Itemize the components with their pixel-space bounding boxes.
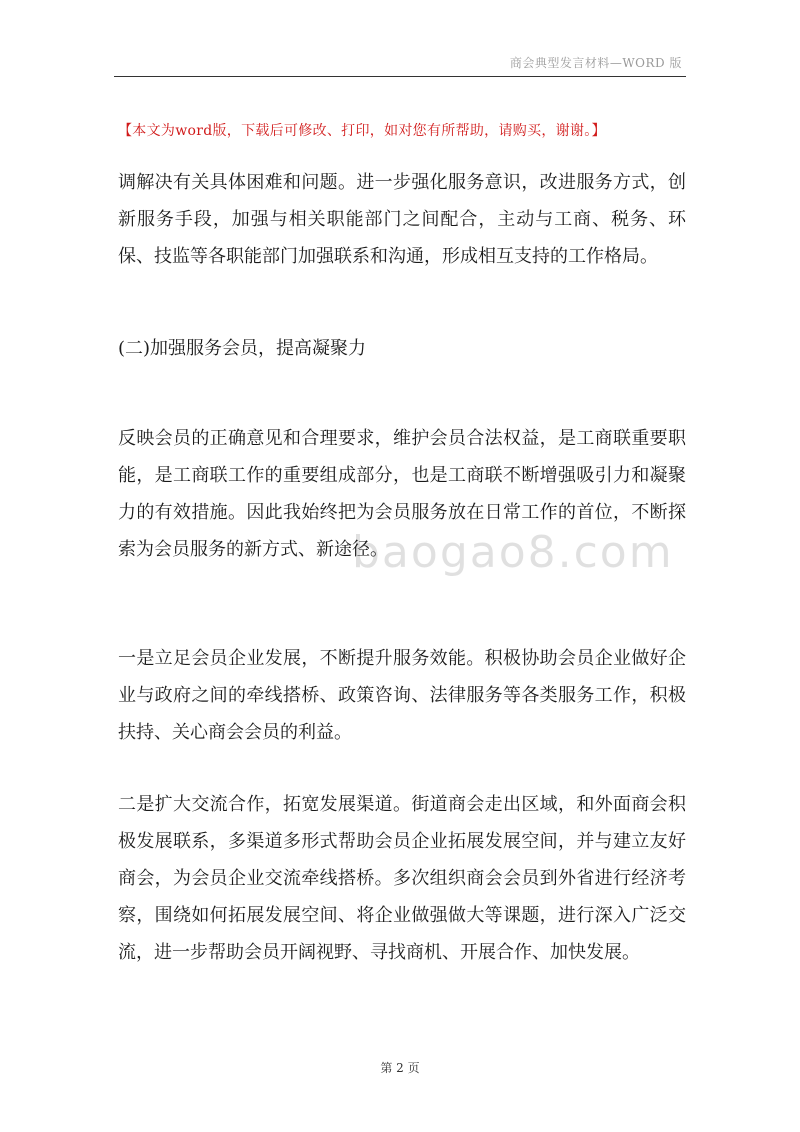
running-header: 商会典型发言材料—WORD 版 — [509, 56, 682, 70]
page-number: 第 2 页 — [380, 1061, 420, 1075]
section-heading: (二)加强服务会员，提高凝聚力 — [118, 338, 367, 359]
watermark: baogao8.com — [352, 527, 674, 578]
paragraph-2: 反映会员的正确意见和合理要求，维护会员合法权益，是工商联重要职能，是工商联工作的重要组成部分，也是工商联不断增强吸引力和凝聚力的有效措施。因此我始终把为会员服务放在日常工作的首位，不断探索为会员服务的新方式、新途径。 — [118, 428, 686, 560]
paragraph-3: 一是立足会员企业发展，不断提升服务效能。积极协助会员企业做好企业与政府之间的牵线搭桥、政策咨询、法律服务等各类服务工作，积极扶持、关心商会会员的利益。 — [118, 648, 686, 743]
header-divider — [114, 76, 686, 77]
notice-banner: 【本文为word版，下载后可修改、打印，如对您有所帮助，请购买，谢谢。】 — [118, 123, 606, 139]
paragraph-4: 二是扩大交流合作，拓宽发展渠道。街道商会走出区域，和外面商会积极发展联系，多渠道多形式帮助会员企业拓展发展空间，并与建立友好商会，为会员企业交流牵线搭桥。多次组织商会会员到外省进行经济考察，围绕如何拓展发展空间、将企业做强做大等课题，进行深入广泛交流，进一步帮助会员开阔视野、寻找商机、开展合作、加快发展。 — [118, 794, 686, 963]
paragraph-1: 调解决有关具体困难和问题。进一步强化服务意识，改进服务方式，创新服务手段，加强与相关职能部门之间配合，主动与工商、税务、环保、技监等各职能部门加强联系和沟通，形成相互支持的工作格局。 — [118, 172, 686, 267]
